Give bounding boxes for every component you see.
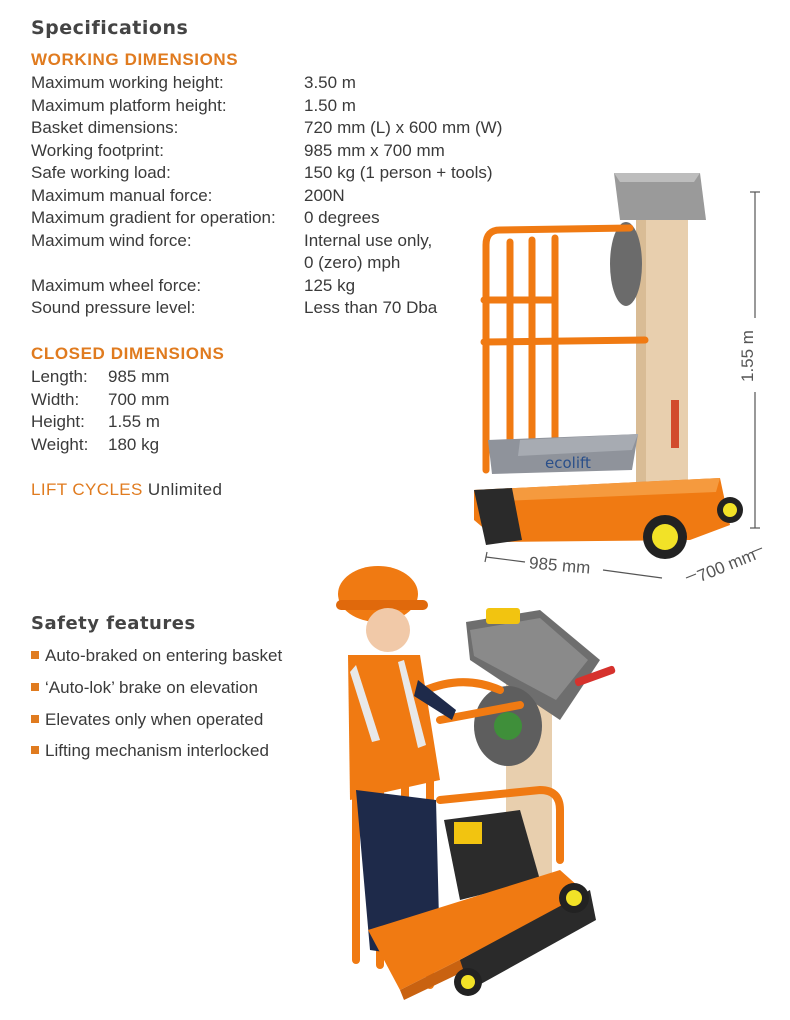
- spec-value: 3.50 m: [304, 73, 356, 92]
- spec-value: 200N: [304, 185, 345, 205]
- spec-label: Maximum gradient for operation:: [31, 208, 276, 227]
- safety-item-text: Auto-braked on entering basket: [45, 646, 283, 665]
- lift-cycles-value: Unlimited: [147, 480, 223, 499]
- width-label: 700 mm: [694, 545, 759, 586]
- brand-logo: ecolift: [545, 454, 591, 472]
- spec-value: 0 (zero) mph: [304, 253, 401, 272]
- closed-value: 700 mm: [108, 389, 170, 409]
- closed-value: 985 mm: [108, 367, 170, 386]
- spec-label: Maximum manual force:: [31, 185, 213, 205]
- closed-label: Weight:: [31, 434, 89, 454]
- working-dimensions-title: WORKING DIMENSIONS: [31, 50, 239, 69]
- lift-cycles-label: LIFT CYCLES: [31, 480, 143, 499]
- closed-dimensions-title: CLOSED DIMENSIONS: [31, 344, 225, 363]
- safety-item-text: Elevates only when operated: [45, 710, 264, 729]
- spec-label: Maximum wind force:: [31, 230, 192, 250]
- spec-label: Sound pressure level:: [31, 298, 196, 317]
- safety-features-heading: Safety features: [31, 613, 196, 634]
- drill-icon: [486, 608, 520, 624]
- height-label: 1.55 m: [738, 330, 757, 382]
- spec-label: Working footprint:: [31, 140, 164, 160]
- spec-value: 0 degrees: [304, 208, 380, 227]
- spec-label: Safe working load:: [31, 163, 171, 182]
- spec-value: 125 kg: [304, 275, 356, 295]
- spec-label: Maximum platform height:: [31, 95, 227, 115]
- closed-label: Height:: [31, 412, 85, 431]
- closed-value: 180 kg: [108, 434, 160, 454]
- closed-label: Width:: [31, 389, 80, 409]
- spec-value: 1.50 m: [304, 95, 356, 115]
- safety-item-text: Lifting mechanism interlocked: [45, 741, 269, 760]
- length-label: 985 mm: [528, 553, 592, 578]
- spec-value: Less than 70 Dba: [304, 298, 438, 317]
- spec-value: 985 mm x 700 mm: [304, 140, 445, 160]
- spec-label: Basket dimensions:: [31, 118, 179, 137]
- safety-item-text: ‘Auto-lok’ brake on elevation: [45, 678, 258, 697]
- specifications-heading: Specifications: [31, 17, 189, 39]
- closed-label: Length:: [31, 367, 88, 386]
- closed-value: 1.55 m: [108, 412, 160, 431]
- spec-label: Maximum working height:: [31, 73, 224, 92]
- spec-label: Maximum wheel force:: [31, 275, 202, 295]
- spec-value: 150 kg (1 person + tools): [304, 163, 493, 182]
- spec-value: 720 mm (L) x 600 mm (W): [304, 118, 503, 137]
- spec-value: Internal use only,: [304, 230, 433, 250]
